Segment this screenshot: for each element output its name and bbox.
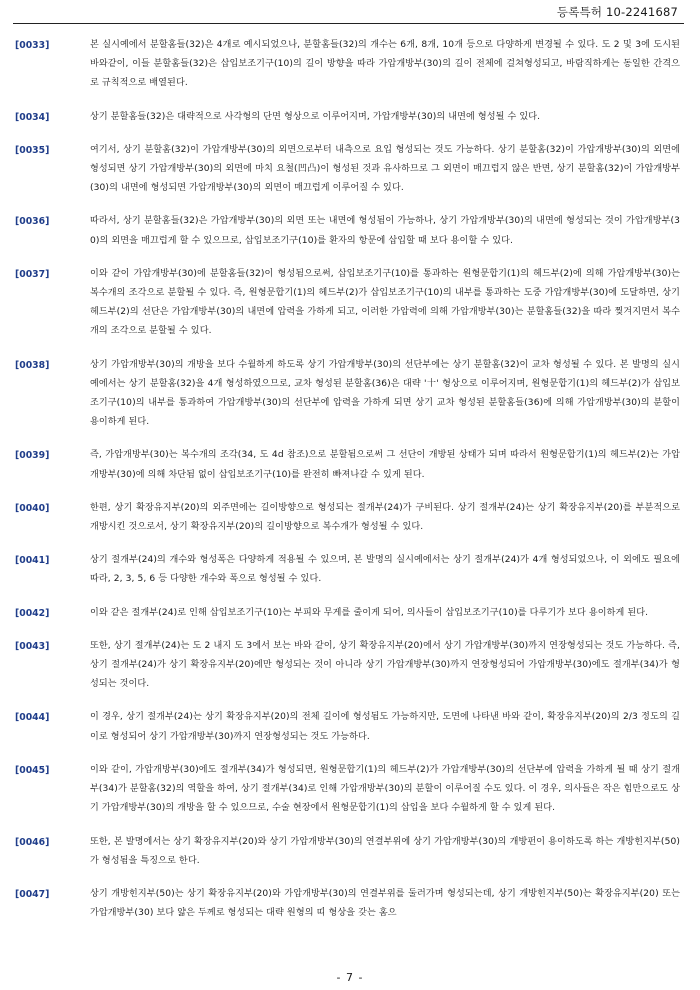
paragraph-0040	[0, 499, 700, 537]
paragraph-number: [0038]	[15, 359, 50, 371]
paragraph-0043	[0, 637, 700, 695]
paragraph-text: 따라서, 상기 분할홈들(32)은 가압개방부(30)의 외면 또는 내면에 형성됨이 가능하나, 상기 가압개방부(30)의 내면에 형성되는 것이 가압개방부(30)의 외면을 매끄럽게 할 수 있으므로, 삽입보조기구(10)를 환자의 항문에 삽입할 때 보다 용이할 수 있다.	[90, 216, 680, 246]
paragraph-0035	[0, 141, 700, 199]
header-rule	[13, 23, 684, 24]
paragraph-0038	[0, 356, 700, 433]
paragraph-number: [0034]	[15, 111, 50, 123]
paragraph-number: [0037]	[15, 268, 50, 280]
paragraph-0041	[0, 551, 700, 589]
paragraph-text: 한편, 상기 확장유지부(20)의 외주면에는 길이방향으로 형성되는 절개부(24)가 구비된다. 상기 절개부(24)는 상기 확장유지부(20)를 부분적으로 개방시킨 것으로서, 상기 확장유지부(20)의 길이방향으로 복수개가 형성될 수 있다.	[90, 502, 680, 533]
paragraph-text: 즉, 가압개방부(30)는 복수개의 조각(34, 도 4d 참조)으로 분할됨으로써 그 선단이 개방된 상태가 되며 따라서 원형문합기(1)의 헤드부(2)는 가압개방부(30)에 의해 차단됨 없이 삽입보조기구(10)를 완전히 빠져나갈 수 있게 된다.	[90, 450, 680, 480]
paragraph-number: [0039]	[15, 450, 50, 462]
paragraph-0042	[0, 604, 700, 623]
paragraph-text: 이 경우, 상기 절개부(24)는 상기 확장유지부(20)의 전체 길이에 형성됨도 가능하지만, 도면에 나타낸 바와 같이, 확장유지부(20)의 2/3 정도의 길이로 형성되어 상기 가압개방부(30)까지 연장형성되는 것도 가능하다.	[90, 712, 680, 742]
paragraph-text: 이와 같은 절개부(24)로 인해 삽입보조기구(10)는 부피와 무게를 줄이게 되어, 의사들이 삽입보조기구(10)를 다루기가 보다 용이하게 된다.	[90, 607, 649, 618]
paragraph-0036	[0, 212, 700, 250]
paragraph-text: 또한, 본 발명에서는 상기 확장유지부(20)와 상기 가압개방부(30)의 연결부위에 상기 가압개방부(30)의 개방펀이 용이하도록 하는 개방힌지부(50)가 형성됨을 특징으로 한다.	[90, 836, 680, 866]
paragraph-0046	[0, 833, 700, 871]
paragraph-0034	[0, 108, 700, 127]
paragraph-number: [0040]	[15, 502, 50, 514]
paragraph-text: 본 실시예에서 분할홈들(32)은 4개로 예시되었으나, 분할홈들(32)의 개수는 6개, 8개, 10개 등으로 다양하게 변경될 수 있다. 도 2 및 3에 도시된 바와같이, 이들 분할홈들(32)은 삽입보조기구(10)의 길이 방향을 따라 가압개방부(30)의 길이 전체에 걸쳐형성되고, 바람직하게는 동일한 간격으로 규칙적으로 배열된다.	[90, 40, 680, 89]
paragraph-text: 여기서, 상기 분할홈(32)이 가압개방부(30)의 외면으로부터 내측으로 요입 형성되는 것도 가능하다. 상기 분할홈(32)이 가압개방부(30)의 외면에 형성되면 상기 가압개방부(30)의 외면에 마치 요철(凹凸)이 형성된 것과 유사하므로 그 외면이 매끄럽지 않은 반면, 상기 분할홈(32)이 가압개방부(30)의 내면에 형성되면 가압개방부(30)의 외면이 매끄럽게 이루어질 수 있다.	[90, 144, 680, 194]
paragraph-number: [0045]	[15, 764, 50, 776]
paragraph-text: 상기 개방힌지부(50)는 상기 확장유지부(20)와 가압개방부(30)의 연결부위를 둘러가며 형성되는데, 상기 개방힌지부(50)는 확장유지부(20) 또는 가압개방부(30) 보다 얇은 두께로 형성되는 대략 원형의 띠 형상을 갖는 홈으	[90, 888, 680, 919]
paragraph-text: 이와 같이, 가압개방부(30)에도 절개부(34)가 형성되면, 원형문합기(1)의 헤드부(2)가 가압개방부(30)의 선단부에 압력을 가하게 될 때 상기 절개부(34)가 분할홈(32)의 역할을 하여, 상기 절개부(34)로 인해 가압개방부(30)의 분할이 이루어질 수도 있다. 이 경우, 의사들은 작은 힘만으로도 상기 가압개방부(30)의 개방을 할 수 있으므로, 수술 현장에서 원형문합기(1)의 삽입을 보다 수월하게 할 수 있게 된다.	[90, 764, 680, 814]
page-number: - 7 -	[336, 971, 364, 984]
paragraph-text: 또한, 상기 절개부(24)는 도 2 내지 도 3에서 보는 바와 같이, 상기 확장유지부(20)에서 상기 가압개방부(30)까지 연장형성되는 것도 가능하다. 즉, 상기 절개부(24)가 상기 확장유지부(20)에만 형성되는 것이 아니라 상기 가압개방부(30)까지 연장형성되어 가압개방부(30)에도 절개부(34)가 형성되는 것이다.	[90, 640, 680, 690]
paragraph-0045	[0, 761, 700, 819]
paragraph-number: [0042]	[15, 607, 50, 619]
paragraph-number: [0041]	[15, 555, 50, 567]
paragraph-0037	[0, 265, 700, 342]
document-id: 등록특허 10-2241687	[556, 5, 678, 19]
paragraph-0044	[0, 708, 700, 746]
paragraph-number: [0043]	[15, 640, 50, 652]
paragraph-number: [0047]	[15, 888, 50, 900]
document-body	[0, 36, 700, 937]
paragraph-0033	[0, 36, 700, 94]
paragraph-number: [0044]	[15, 712, 50, 724]
paragraph-0039	[0, 446, 700, 484]
paragraph-0047	[0, 885, 700, 923]
paragraph-number: [0046]	[15, 836, 50, 848]
paragraph-number: [0033]	[15, 40, 50, 51]
paragraph-number: [0035]	[15, 144, 50, 156]
paragraph-text: 상기 분할홈들(32)은 대략적으로 사각형의 단면 형상으로 이루어지며, 가압개방부(30)의 내면에 형성될 수 있다.	[90, 111, 541, 122]
paragraph-text: 상기 가압개방부(30)의 개방을 보다 수월하게 하도록 상기 가압개방부(30)의 선단부에는 상기 분할홈(32)이 교차 형성될 수 있다. 본 발명의 실시예에서는 상기 분할홈(32)을 4개 형성하였으므로, 교차 형성된 분할홈(36)은 대략 '十' 형상으로 이루어지며, 원형문합기(1)의 헤드부(2)가 삽입보조기구(10)의 내부를 통과하여 가압개방부(30)의 선단부에 압력을 가하게 되면 상기 교차 형성된 분할홈들(36)에 의해 가압개방부(30)의 분할이 용이하게 된다.	[90, 359, 680, 428]
paragraph-text: 상기 절개부(24)의 개수와 형성폭은 다양하게 적용될 수 있으며, 본 발명의 실시예에서는 상기 절개부(24)가 4개 형성되었으나, 이 외에도 필요에 따라, 2, 3, 5, 6 등 다양한 개수와 폭으로 형성될 수 있다.	[90, 555, 680, 585]
paragraph-number: [0036]	[15, 216, 50, 228]
paragraph-text: 이와 같이 가압개방부(30)에 분할홈들(32)이 형성됨으로써, 삽입보조기구(10)를 통과하는 원형문합기(1)의 헤드부(2)에 의해 가압개방부(30)는 복수개의 조각으로 분할될 수 있다. 즉, 원형문합기(1)의 헤드부(2)가 삽입보조기구(10)의 내부를 통과하는 도중 가압개방부(30)에 도달하면, 상기 헤드부(2)의 선단은 가압개방부(30)의 내면에 압력을 가하게 되고, 이러한 가압력에 의해 가압개방부(30)는 분할홈들(32)을 따라 찢겨지면서 복수개의 조각으로 분할될 수 있다.	[90, 268, 680, 337]
